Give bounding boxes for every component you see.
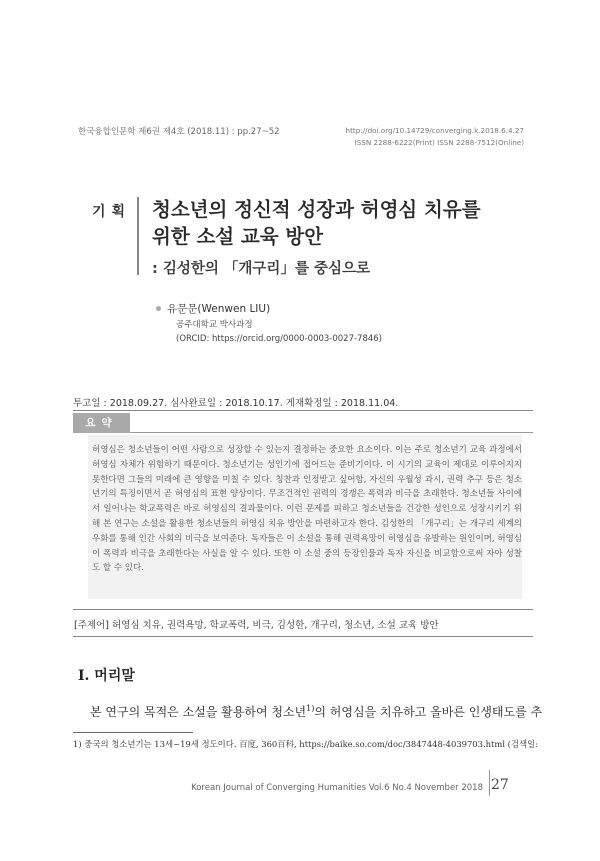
- dates-divider: [73, 410, 533, 411]
- abstract-text: 허영심은 청소년들이 어떤 사람으로 성장할 수 있는지 결정하는 중요한 요소이다. 이는 주로 청소년기 교육 과정에서 허영심 자체가 위험하기 때문이다. 청소년기는 성인기에 접어드는 준비기이다. 이 시기의 교육이 제대로 이루어지지 못한다면 그들의 미래에 큰 영향을 미칠 수 있다. 칭찬과 인정받고 싶어함, 자신의 우월성 과시, 권력 추구 등은 청소년기의 특징이면서 곧 허영심의 표현 양상이다. 무조건적인 권력의 경쟁은 폭력과 비극을 초래한다. 청소년들 사이에서 일어나는 학교폭력은 바로 허영심의 결과물이다. 이런 문제를 피하고 청소년들을 건강한 성인으로 성장시키기 위해 본 연구는 소설을 활용한 청소년들의 허영심 치유 방안을 마련하고자 한다. 김성한의 「개구리」는 개구리 세계의 우화를 통해 인간 사회의 비극을 보여준다. 독자들은 이 소설을 통해 권력욕망이 허영심을 유발하는 원인이며, 허영심이 폭력과 비극을 초래한다는 사실을 알 수 있다. 또한 이 소설 중의 등장인물과 독자 자신을 비교함으로써 자아 성찰도 할 수 있다.: [92, 445, 522, 574]
- author-affiliation: [176, 318, 382, 346]
- page-number-divider: [489, 770, 490, 796]
- affiliation-text: 공주대학교 박사과정: [176, 320, 253, 330]
- body-text-start: 본 연구의 목적은 소설을 활용하여 청소년: [90, 705, 307, 719]
- orcid-link[interactable]: (ORCID: https://orcid.org/0000-0003-0027-7846): [176, 334, 383, 344]
- author-name: [167, 302, 270, 317]
- section-heading: I. 머리말: [78, 668, 135, 684]
- footnote: 1) 중국의 청소년기는 13세~19세 정도이다. 百度, 360百科, https://baike.so.com/doc/3847448-4039703.html (검색일:: [73, 739, 539, 749]
- title-divider: [137, 197, 139, 275]
- keywords-top-rule: [73, 609, 533, 610]
- page-number: 27: [491, 777, 509, 793]
- submission-dates: 투고일 : 2018.09.27. 심사완료일 : 2018.10.17. 게재확정일 : 2018.11.04.: [73, 398, 399, 409]
- doi-link[interactable]: http://doi.org/10.14729/converging.k.2018.6.4.27: [345, 126, 524, 135]
- title-line-1: 청소년의 정신적 성장과 허영심 치유를: [152, 198, 481, 221]
- keywords: [주제어] 허영심 치유, 권력욕망, 학교폭력, 비극, 김성한, 개구리, 청소년, 소설 교육 방안: [74, 620, 439, 631]
- author-name-text: 유문문(Wenwen LIU): [167, 303, 271, 315]
- footnote-marker[interactable]: 1): [306, 704, 315, 713]
- body-paragraph: [90, 703, 542, 720]
- doi-issn-block: [346, 125, 524, 149]
- journal-reference: 한국융합인문학 제6권 제4호 (2018.11) : pp.27~52: [78, 127, 280, 137]
- article-category: 기획: [92, 204, 132, 220]
- abstract-label-rule: [130, 432, 533, 433]
- bullet-icon: [156, 306, 161, 311]
- footer-journal: Korean Journal of Converging Humanities Vol.6 No.4 November 2018: [191, 783, 483, 793]
- article-title: [152, 196, 552, 250]
- title-line-2: 위한 소설 교육 방안: [152, 225, 324, 248]
- body-text-end: 의 허영심을 치유하고 올바른 인생태도를 추: [314, 705, 543, 719]
- abstract-label: 요약: [73, 413, 130, 433]
- article-subtitle: : 김성한의 「개구리」를 중심으로: [152, 261, 371, 277]
- keywords-bottom-rule: [73, 636, 533, 637]
- issn-text: ISSN 2288-6222(Print) ISSN 2288-7512(Online): [354, 138, 524, 147]
- footnote-rule: [73, 732, 193, 733]
